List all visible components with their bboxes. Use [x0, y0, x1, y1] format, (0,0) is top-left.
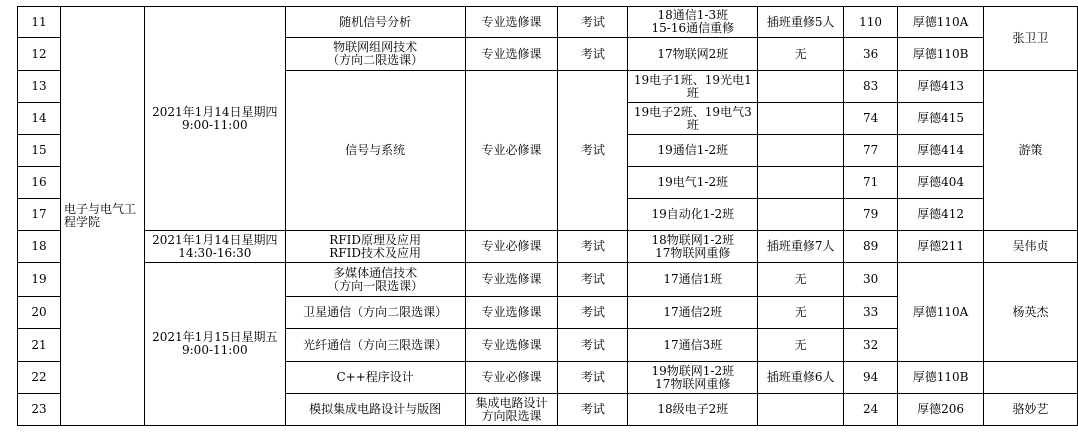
- exam-room: 厚德110B: [898, 362, 984, 394]
- class-list: 17物联网2班: [628, 38, 758, 71]
- remark: 无: [758, 38, 844, 71]
- row-number: 23: [18, 394, 61, 426]
- exam-method: 考试: [558, 297, 628, 329]
- course-name: 光纤通信（方向三限选课）: [285, 329, 465, 362]
- row-number: 11: [18, 7, 61, 38]
- class-list: 17通信2班: [628, 297, 758, 329]
- exam-room: 厚德404: [898, 167, 984, 199]
- course-name: 模拟集成电路设计与版图: [285, 394, 465, 426]
- remark: 插班重修6人: [758, 362, 844, 394]
- row-number: 17: [18, 199, 61, 231]
- exam-method: 考试: [558, 394, 628, 426]
- course-type: 专业选修课: [465, 329, 558, 362]
- class-list: 19电子2班、19电气3 班: [628, 103, 758, 135]
- course-name: 信号与系统: [285, 71, 465, 231]
- exam-time-cell: 2021年1月14日星期四 14:30-16:30: [144, 231, 285, 263]
- course-name: RFID原理及应用 RFID技术及应用: [285, 231, 465, 263]
- class-list: 17通信3班: [628, 329, 758, 362]
- remark: [758, 199, 844, 231]
- student-count: 24: [844, 394, 898, 426]
- course-name: 卫星通信（方向二限选课）: [285, 297, 465, 329]
- student-count: 83: [844, 71, 898, 103]
- row-number: 22: [18, 362, 61, 394]
- row-number: 14: [18, 103, 61, 135]
- exam-room: 厚德110A: [898, 263, 984, 362]
- class-list: 19电子1班、19光电1 班: [628, 71, 758, 103]
- row-number: 16: [18, 167, 61, 199]
- course-type: 专业必修课: [465, 362, 558, 394]
- exam-method: 考试: [558, 362, 628, 394]
- student-count: 30: [844, 263, 898, 297]
- course-type: 集成电路设计 方向限选课: [465, 394, 558, 426]
- exam-method: 考试: [558, 231, 628, 263]
- teacher-cell: 张卫卫: [984, 7, 1078, 71]
- teacher-cell: 吴伟贞: [984, 231, 1078, 263]
- class-list: 19电气1-2班: [628, 167, 758, 199]
- table-row: [18, 7, 1078, 38]
- class-list: 17通信1班: [628, 263, 758, 297]
- exam-room: 厚德414: [898, 135, 984, 167]
- exam-room: 厚德110A: [898, 7, 984, 38]
- row-number: 12: [18, 38, 61, 71]
- course-type: 专业选修课: [465, 263, 558, 297]
- course-name: 物联网组网技术 （方向二限选课）: [285, 38, 465, 71]
- student-count: 94: [844, 362, 898, 394]
- remark: [758, 135, 844, 167]
- teacher-cell: 骆妙艺: [984, 394, 1078, 426]
- row-number: 13: [18, 71, 61, 103]
- course-name: 多媒体通信技术 （方向一限选课）: [285, 263, 465, 297]
- student-count: 36: [844, 38, 898, 71]
- course-type: 专业必修课: [465, 71, 558, 231]
- college-cell: 电子与电气工 程学院: [60, 7, 144, 426]
- remark: [758, 167, 844, 199]
- student-count: 32: [844, 329, 898, 362]
- teacher-cell: 杨英杰: [984, 263, 1078, 362]
- table-row: [18, 231, 1078, 263]
- remark: 插班重修5人: [758, 7, 844, 38]
- course-type: 专业必修课: [465, 231, 558, 263]
- remark: [758, 103, 844, 135]
- class-list: 19物联网1-2班 17物联网重修: [628, 362, 758, 394]
- course-name: 随机信号分析: [285, 7, 465, 38]
- row-number: 20: [18, 297, 61, 329]
- course-name: C++程序设计: [285, 362, 465, 394]
- student-count: 33: [844, 297, 898, 329]
- exam-room: 厚德412: [898, 199, 984, 231]
- remark: 插班重修7人: [758, 231, 844, 263]
- course-type: 专业选修课: [465, 7, 558, 38]
- row-number: 21: [18, 329, 61, 362]
- student-count: 110: [844, 7, 898, 38]
- remark: 无: [758, 263, 844, 297]
- exam-method: 考试: [558, 7, 628, 38]
- student-count: 71: [844, 167, 898, 199]
- exam-schedule-table: [17, 6, 1078, 426]
- exam-method: 考试: [558, 38, 628, 71]
- row-number: 15: [18, 135, 61, 167]
- class-list: 19自动化1-2班: [628, 199, 758, 231]
- exam-room: 厚德206: [898, 394, 984, 426]
- student-count: 89: [844, 231, 898, 263]
- course-type: 专业选修课: [465, 38, 558, 71]
- exam-room: 厚德211: [898, 231, 984, 263]
- class-list: 18通信1-3班 15-16通信重修: [628, 7, 758, 38]
- remark: [758, 71, 844, 103]
- course-type: 专业选修课: [465, 297, 558, 329]
- row-number: 19: [18, 263, 61, 297]
- class-list: 19通信1-2班: [628, 135, 758, 167]
- student-count: 74: [844, 103, 898, 135]
- exam-room: 厚德413: [898, 71, 984, 103]
- exam-time-cell: 2021年1月15日星期五 9:00-11:00: [144, 263, 285, 426]
- exam-room: 厚德415: [898, 103, 984, 135]
- exam-method: 考试: [558, 71, 628, 231]
- remark: [758, 394, 844, 426]
- remark: 无: [758, 297, 844, 329]
- row-number: 18: [18, 231, 61, 263]
- class-list: 18物联网1-2班 17物联网重修: [628, 231, 758, 263]
- table-row: [18, 263, 1078, 297]
- teacher-cell: 游策: [984, 71, 1078, 231]
- exam-method: 考试: [558, 329, 628, 362]
- remark: 无: [758, 329, 844, 362]
- student-count: 77: [844, 135, 898, 167]
- exam-room: 厚德110B: [898, 38, 984, 71]
- exam-time-cell: 2021年1月14日星期四 9:00-11:00: [144, 7, 285, 231]
- student-count: 79: [844, 199, 898, 231]
- teacher-cell: [984, 362, 1078, 394]
- class-list: 18级电子2班: [628, 394, 758, 426]
- exam-method: 考试: [558, 263, 628, 297]
